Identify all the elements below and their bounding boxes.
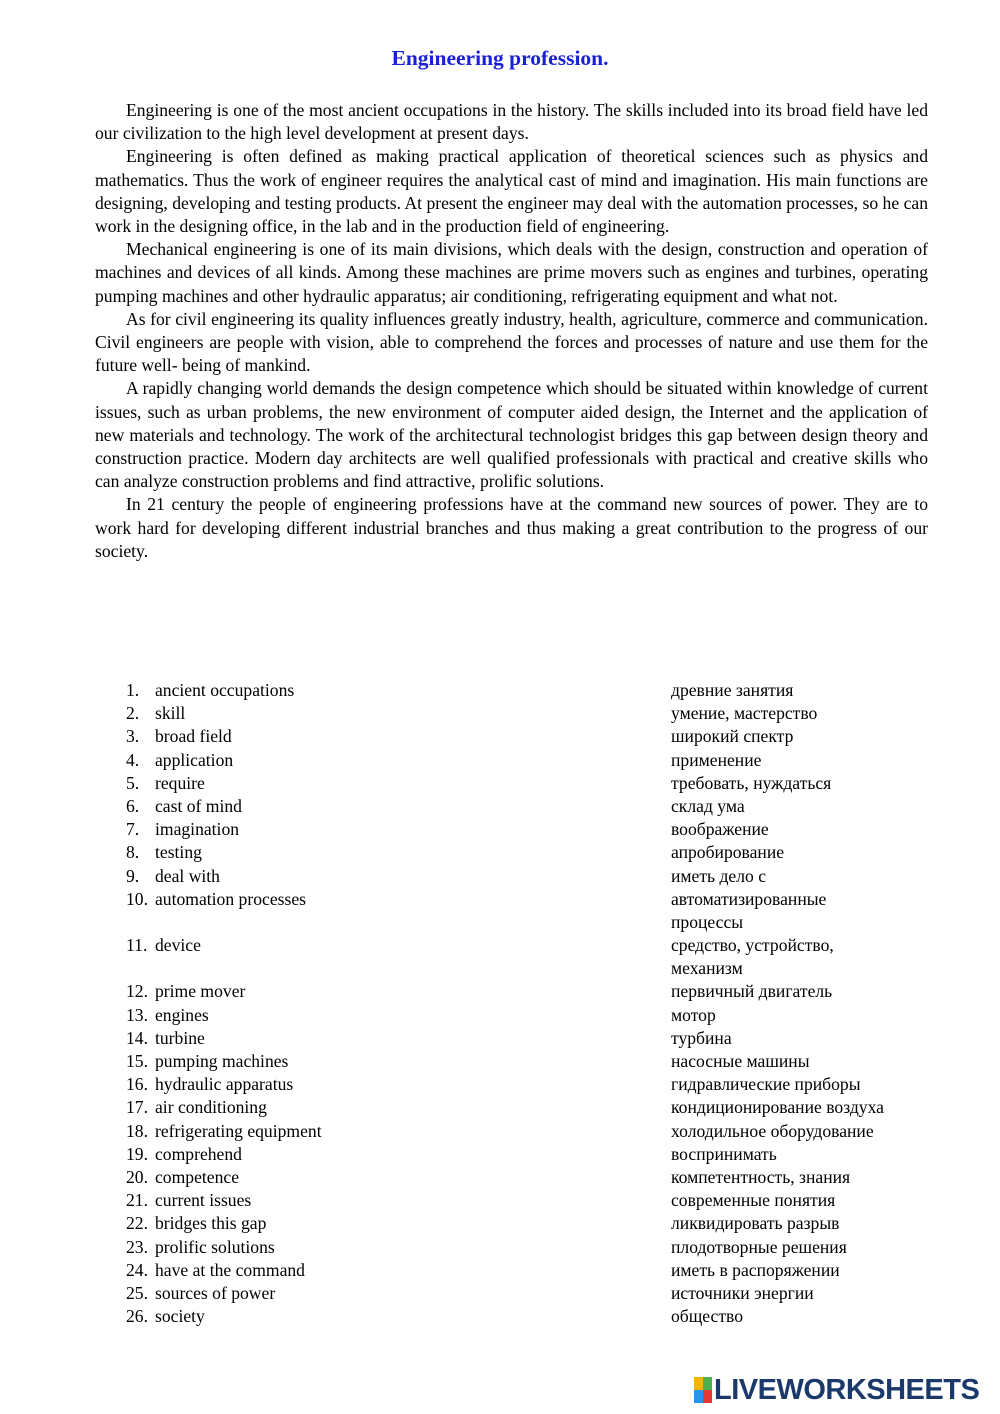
- vocab-item: [126, 725, 946, 748]
- vocab-number: 16.: [126, 1074, 148, 1095]
- vocab-russian: гидравлические приборы: [671, 1074, 861, 1095]
- vocab-english: refrigerating equipment: [155, 1120, 322, 1141]
- vocab-english: imagination: [155, 819, 240, 840]
- vocab-number: 11.: [126, 935, 148, 956]
- vocab-russian: воображение: [671, 819, 769, 840]
- vocab-item: [126, 1189, 946, 1212]
- vocab-russian: иметь дело с: [671, 865, 767, 886]
- vocab-item: [126, 772, 946, 795]
- vocab-number: 17.: [126, 1097, 148, 1118]
- vocab-item: [126, 1073, 946, 1096]
- vocab-russian: древние занятия: [671, 680, 794, 700]
- vocab-english: comprehend: [155, 1143, 242, 1164]
- vocab-number: 6.: [126, 795, 140, 816]
- vocab-russian: средство, устройство, механизм: [671, 935, 834, 979]
- vocab-item: [126, 1004, 946, 1027]
- paragraph: Engineering is often defined as making practical application of theoretical sciences such as physics and mathematics. Thus the work of engineer requires the analytical cast of mind and imagination. His main functions are designing, developing and testing products. At present the engineer may deal with the automation processes, so he can work in the designing office, in the lab and in the production field of engineering.: [95, 146, 928, 237]
- vocab-russian: широкий спектр: [671, 726, 794, 747]
- vocab-item: [126, 1096, 946, 1119]
- vocab-item: [126, 1120, 946, 1143]
- vocab-english: automation processes: [155, 888, 306, 909]
- paragraph: As for civil engineering its quality influences greatly industry, health, agriculture, commerce and communication. Civil engineers are people with vision, able to comprehend the forces and processes of nature and use them for the future well- being of mankind.: [95, 308, 928, 376]
- vocab-number: 14.: [126, 1027, 148, 1048]
- vocab-russian: иметь в распоряжении: [671, 1259, 840, 1280]
- vocabulary-list: [126, 679, 946, 1328]
- vocab-item: [126, 795, 946, 818]
- vocab-item: [126, 702, 946, 725]
- vocab-number: 5.: [126, 772, 140, 793]
- vocab-number: 12.: [126, 981, 148, 1002]
- vocab-item: [126, 818, 946, 841]
- logo-text: LIVEWORKSHEETS: [714, 1373, 980, 1406]
- vocab-number: 26.: [126, 1306, 148, 1327]
- vocab-english: competence: [155, 1166, 240, 1187]
- vocab-russian: насосные машины: [671, 1051, 810, 1072]
- vocab-english: prolific solutions: [155, 1236, 275, 1257]
- vocab-russian: кондиционирование воздуха: [671, 1097, 884, 1118]
- vocab-russian: современные понятия: [671, 1190, 836, 1211]
- liveworksheets-logo: [694, 1372, 990, 1408]
- logo-square-icon: [694, 1377, 703, 1390]
- logo-square-icon: [703, 1377, 712, 1390]
- vocab-item: [126, 1282, 946, 1305]
- paragraph: Mechanical engineering is one of its main divisions, which deals with the design, construction and operation of machines and devices of all kinds. Among these machines are prime movers such as engines and turbines, operating pumping machines and other hydraulic apparatus; air conditioning, refrigerating equipment and what not.: [95, 239, 928, 306]
- vocab-russian: склад ума: [671, 795, 745, 816]
- vocab-number: 13.: [126, 1004, 148, 1025]
- vocab-item: [126, 1212, 946, 1235]
- vocab-russian: воспринимать: [671, 1143, 777, 1164]
- liveworksheets-icon: [694, 1377, 712, 1403]
- vocab-english: application: [155, 749, 234, 770]
- vocab-item: [126, 841, 946, 864]
- vocab-item: [126, 888, 946, 934]
- vocab-english: current issues: [155, 1190, 252, 1211]
- paragraph: Engineering is one of the most ancient occupations in the history. The skills included into its broad field have led our civilization to the high level development at present days.: [95, 100, 928, 144]
- vocab-english: device: [155, 935, 201, 956]
- vocab-russian: умение, мастерство: [671, 703, 818, 724]
- logo-square-icon: [703, 1390, 712, 1403]
- logo-square-icon: [694, 1390, 703, 1403]
- vocab-number: 8.: [126, 842, 140, 863]
- vocab-russian: автоматизированные процессы: [671, 888, 827, 932]
- vocab-number: 2.: [126, 703, 140, 724]
- vocab-number: 4.: [126, 749, 140, 770]
- vocab-number: 21.: [126, 1190, 148, 1211]
- vocab-item: [126, 1259, 946, 1282]
- vocab-english: cast of mind: [155, 795, 242, 816]
- vocab-russian: мотор: [671, 1004, 716, 1025]
- vocab-english: hydraulic apparatus: [155, 1074, 294, 1095]
- vocab-english: have at the command: [155, 1259, 305, 1280]
- vocab-number: 1.: [126, 680, 140, 700]
- vocab-number: 10.: [126, 888, 148, 909]
- paragraph: A rapidly changing world demands the design competence which should be situated within knowledge of current issues, such as urban problems, the new environment of computer aided design, the Internet and the application of new materials and technology. The work of the architectural technologist bridges this gap between design theory and construction practice. Modern day architects are well qualified professionals with practical and creative skills who can analyze construction problems and find attractive, prolific solutions.: [95, 378, 928, 492]
- vocab-russian: холодильное оборудование: [671, 1120, 874, 1141]
- vocab-item: [126, 1236, 946, 1259]
- page-title: Engineering profession.: [391, 46, 609, 70]
- vocab-russian: компетентность, знания: [671, 1166, 851, 1187]
- vocab-item: [126, 1027, 946, 1050]
- vocab-english: society: [155, 1306, 205, 1327]
- vocab-item: [126, 1166, 946, 1189]
- vocab-russian: требовать, нуждаться: [671, 772, 832, 793]
- vocab-english: prime mover: [155, 981, 246, 1002]
- vocab-number: 24.: [126, 1259, 148, 1280]
- vocab-item: [126, 934, 946, 980]
- vocab-item: [126, 1143, 946, 1166]
- vocab-number: 15.: [126, 1051, 148, 1072]
- vocab-english: pumping machines: [155, 1051, 289, 1072]
- vocab-english: testing: [155, 842, 202, 863]
- vocab-number: 20.: [126, 1166, 148, 1187]
- vocab-item: [126, 679, 946, 702]
- vocab-russian: общество: [671, 1306, 744, 1327]
- vocab-russian: источники энергии: [671, 1282, 814, 1303]
- vocab-item: [126, 980, 946, 1003]
- vocab-russian: турбина: [671, 1027, 732, 1048]
- vocab-item: [126, 1050, 946, 1073]
- vocab-number: 19.: [126, 1143, 148, 1164]
- vocab-english: sources of power: [155, 1282, 276, 1303]
- vocab-number: 22.: [126, 1213, 148, 1234]
- vocab-english: deal with: [155, 865, 220, 886]
- vocab-number: 7.: [126, 819, 140, 840]
- vocab-english: require: [155, 772, 205, 793]
- vocab-item: [126, 749, 946, 772]
- vocab-item: [126, 1305, 946, 1328]
- vocab-english: bridges this gap: [155, 1213, 267, 1234]
- vocab-english: ancient occupations: [155, 680, 295, 700]
- vocab-number: 25.: [126, 1282, 148, 1303]
- vocab-english: air conditioning: [155, 1097, 267, 1118]
- vocab-english: skill: [155, 703, 186, 724]
- vocab-number: 18.: [126, 1120, 148, 1141]
- vocab-number: 3.: [126, 726, 140, 747]
- vocab-number: 23.: [126, 1236, 148, 1257]
- vocab-russian: ликвидировать разрыв: [671, 1213, 840, 1234]
- vocab-russian: применение: [671, 749, 762, 770]
- vocab-russian: апробирование: [671, 842, 785, 863]
- paragraph: In 21 century the people of engineering professions have at the command new sources of power. They are to work hard for developing different industrial branches and thus making a great contribution to the progress of our society.: [95, 494, 928, 561]
- vocab-english: broad field: [155, 726, 232, 747]
- vocab-english: engines: [155, 1004, 209, 1025]
- vocab-english: turbine: [155, 1027, 205, 1048]
- vocab-russian: первичный двигатель: [671, 981, 833, 1002]
- reading-text: [95, 99, 928, 563]
- vocab-russian: плодотворные решения: [671, 1236, 847, 1257]
- vocab-number: 9.: [126, 865, 140, 886]
- vocab-item: [126, 865, 946, 888]
